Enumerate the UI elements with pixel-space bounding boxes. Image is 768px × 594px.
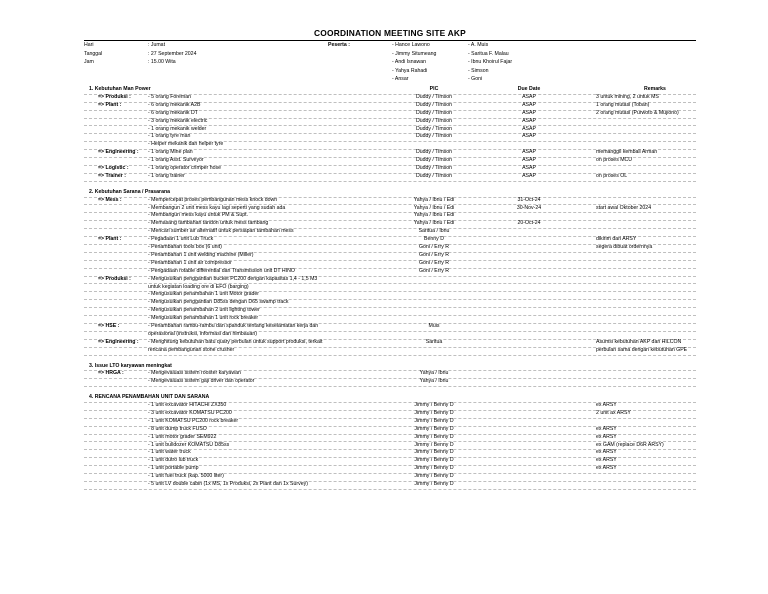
- item-text: - Penambahan tools box (6 unit): [148, 244, 222, 250]
- pic-cell: Saritua: [425, 338, 443, 345]
- pic-cell: Jimmy / Benny D: [414, 465, 454, 472]
- pic-cell: Duddy / Timson: [415, 149, 453, 156]
- remarks-cell: Remarks: [644, 86, 666, 92]
- due-date-cell: 31-Oct-24: [517, 196, 541, 203]
- hari-label: Hari: [84, 42, 94, 48]
- due-date-cell: ASAP: [522, 117, 536, 124]
- pic-cell: Duddy / Timson: [415, 109, 453, 116]
- item-text: - 5 orang Foreman: [148, 93, 191, 100]
- page-title: COORDINATION MEETING SITE AKP: [314, 28, 466, 38]
- item-text: - Mengevaluasi sistem gaji driver dan operator: [148, 378, 255, 385]
- remarks-cell: Asumsi kebutuhan AKP dan HILCON: [596, 338, 682, 345]
- item-text: - 1 unit water truck: [148, 449, 191, 456]
- remarks-cell: perbulan sama dengan kebutuhan GPE: [596, 346, 688, 353]
- pic-cell: Yahya / Ibnu / Edi: [413, 220, 455, 227]
- pic-cell: Benny D: [424, 236, 444, 243]
- due-date-cell: ASAP: [522, 125, 536, 132]
- peserta-item: - Ibnu Khoirul Fajar: [468, 59, 513, 66]
- remarks-cell: dikirim dari ARSY: [596, 236, 637, 243]
- tanggal-value: : 27 September 2024: [148, 50, 197, 57]
- due-date-cell: ASAP: [522, 133, 536, 140]
- due-date-cell: ASAP: [522, 157, 536, 164]
- remarks-cell: start awal Oktober 2024: [596, 204, 652, 211]
- pic-cell: Goni / Erry R: [419, 267, 449, 274]
- pic-cell: Jimmy / Benny D: [414, 449, 454, 456]
- item-text: - 1 unit fuel truck (kap. 5000 liter): [148, 473, 224, 480]
- table-row: [84, 481, 696, 490]
- item-text: - 1 unit excavator HITACHI ZX350: [148, 402, 227, 408]
- pic-cell: Yahya / Ibnu / Edi: [413, 196, 455, 203]
- peserta-item: - Goni: [468, 76, 483, 83]
- pic-cell: Yahya / Ibnu: [419, 370, 449, 377]
- pic-cell: Muis: [428, 323, 440, 329]
- item-text: - 1 orang trainer: [148, 172, 185, 179]
- pic-cell: Goni / Erry R: [419, 259, 449, 266]
- peserta-item: - Simson: [468, 67, 489, 74]
- item-text: - 6 orang mekanik A2B: [148, 101, 201, 108]
- peserta-item: - Ansar: [392, 76, 409, 83]
- item-text: - 1 orang tyre man: [148, 133, 191, 140]
- category-label: => HSE :: [98, 323, 120, 329]
- remarks-cell: 2 orang mutasi (Purwoto & Mujiono): [596, 109, 679, 116]
- pic-cell: Duddy / Timson: [415, 117, 453, 124]
- spacer-row: [84, 355, 696, 363]
- category-label: => Trainer :: [98, 172, 126, 179]
- jam-label: Jam: [84, 59, 94, 66]
- pic-cell: Duddy / Timson: [415, 133, 453, 140]
- category-label: => Plant :: [98, 236, 122, 243]
- peserta-item: - Saritua F. Malau: [468, 50, 509, 57]
- item-text: - Mencari sumber air alternatif untuk persiapan tambahan mess: [148, 228, 294, 235]
- item-text: - Pegadaan 1 unit Lub Truck: [148, 236, 214, 243]
- peserta-item: - Hance Lawono: [392, 42, 430, 48]
- pic-cell: Goni / Erry R: [419, 251, 449, 258]
- item-text: operasional (instruksi, informasi dan himbauan): [148, 330, 257, 337]
- item-text: - 6 orang mekanik DT: [148, 109, 198, 116]
- item-text: - Mempercepat proses pembangunan mess knock down: [148, 196, 278, 203]
- item-text: - Penambahan rambu-rambu dan spanduk tentang keselamatan kerja dan: [148, 323, 319, 329]
- section-title: 4. RENCANA PENAMBAHAN UNIT DAN SARANA: [89, 394, 210, 401]
- pic-cell: Jimmy / Benny D: [414, 402, 454, 408]
- peserta-item: - Yahya Rahadi: [392, 67, 428, 74]
- item-text: - 8 unit dump truck FUSO: [148, 425, 207, 432]
- pic-cell: Duddy / Timson: [415, 101, 453, 108]
- pic-cell: Saritua / Ibnu: [418, 228, 450, 235]
- spacer-row: [84, 181, 696, 189]
- due-date-cell: ASAP: [522, 172, 536, 179]
- item-text: - Membangun mess kayu untuk PM & Supt.: [148, 212, 249, 219]
- item-text: - 1 orang Mine plan: [148, 149, 193, 156]
- pic-cell: Goni / Erry R: [419, 244, 449, 250]
- pic-cell: Yahya / Ibnu / Edi: [413, 212, 455, 219]
- section-title: 3. Issue LTO karyawan meningkat: [89, 362, 172, 369]
- item-text: - Mengusulkan penambahan 1 unit rock breaker: [148, 315, 259, 322]
- category-label: => Produksi :: [98, 275, 131, 282]
- item-text: - Mengusulkan penggantian D85ss dengan D65 swamp track: [148, 299, 289, 306]
- pic-cell: Jimmy / Benny D: [414, 409, 454, 416]
- pic-cell: Jimmy / Benny D: [414, 473, 454, 480]
- item-text: - Helper mekanik dan helper tyre: [148, 141, 224, 148]
- item-text: - Mengusulkan penambahan 2 unit lighting tower: [148, 307, 260, 314]
- remarks-cell: segera dibuat ordernnya: [596, 244, 653, 250]
- due-date-cell: ASAP: [522, 165, 536, 171]
- item-text: - Mengusulkan penggantian bucket PC200 dengan kapasitas 1,4 - 1,5 M3: [148, 275, 318, 282]
- category-label: => HRGA :: [98, 370, 124, 377]
- pic-cell: PIC: [429, 86, 439, 92]
- remarks-cell: memanggil kembali Arman: [596, 149, 658, 156]
- remarks-cell: ex ARSY: [596, 449, 617, 456]
- item-text: - 1 orang operator crimper hose: [148, 165, 221, 171]
- item-text: - 1 unit portable pump: [148, 465, 199, 472]
- remarks-cell: ex ARSY: [596, 402, 617, 408]
- item-text: - Mengevaluasi sistem rooster karyawan: [148, 370, 241, 377]
- item-text: - Penambahan 1 unit air compressor: [148, 259, 232, 266]
- pic-cell: Duddy / Timson: [415, 157, 453, 164]
- remarks-cell: ex GAM (replace D6R ARSY): [596, 441, 664, 448]
- category-label: => Plant :: [98, 101, 122, 108]
- item-text: - 3 orang mekanik electric: [148, 117, 208, 124]
- pic-cell: Yahya / Ibnu: [419, 378, 449, 385]
- remarks-cell: ex ARSY: [596, 433, 617, 440]
- remarks-cell: on proses OL: [596, 172, 628, 179]
- peserta-item: - A. Muis: [468, 42, 489, 48]
- pic-cell: Jimmy / Benny D: [414, 441, 454, 448]
- hari-value: : Jumat: [148, 42, 166, 48]
- title-divider: [84, 40, 696, 41]
- peserta-item: - Andi Isnawan: [392, 59, 427, 66]
- item-text: - 1 orang mekanik welder: [148, 125, 207, 132]
- remarks-cell: ex ARSY: [596, 457, 617, 464]
- item-text: - 1 orang Asst. Surveyor: [148, 157, 204, 164]
- spacer-row: [84, 386, 696, 394]
- item-text: - Mengusulkan penambahan 1 unit Motor grader: [148, 291, 260, 298]
- item-text: - Pengadaan rotable differential dan Transmission unit DT HINO: [148, 267, 295, 274]
- pic-cell: Duddy / Timson: [415, 125, 453, 132]
- pic-cell: Duddy / Timson: [415, 93, 453, 100]
- pic-cell: Duddy / Timson: [415, 172, 453, 179]
- item-text: - 1 unit dutro lub truck: [148, 457, 199, 464]
- due-date-cell: 20-Oct-24: [517, 220, 541, 227]
- item-text: - 5 unit LV double cabin (1x MS, 1x Produksi, 2x Plant dan 1x Survey): [148, 481, 308, 487]
- item-text: - Memasang tambahan tandon untuk mess tambang: [148, 220, 269, 227]
- item-text: - 3 unit excavator KOMATSU PC200: [148, 409, 232, 416]
- section-title: 1. Kebutuhan Man Power: [89, 86, 151, 92]
- item-text: - 1 unit KOMATSU PC200 rock breaker: [148, 417, 239, 424]
- item-text: - 1 unit motor grader SEM922: [148, 433, 217, 440]
- due-date-cell: 30-Nov-24: [516, 204, 542, 211]
- item-text: - 1 unit bulldozer KOMATSU D85ss: [148, 441, 230, 448]
- jam-value: : 15.00 Wita: [148, 59, 176, 66]
- category-label: => Engineering :: [98, 338, 139, 345]
- item-text: - Menghitung kebutuhan batu quary perbulan untuk support produksi, terkait: [148, 338, 323, 345]
- category-label: => Produksi :: [98, 93, 131, 100]
- due-date-cell: ASAP: [522, 109, 536, 116]
- pic-cell: Jimmy / Benny D: [414, 481, 454, 487]
- category-label: => Mess :: [98, 196, 122, 203]
- remarks-cell: on proses MCU: [596, 157, 633, 164]
- category-label: => Logistic :: [98, 165, 129, 171]
- pic-cell: Jimmy / Benny D: [414, 433, 454, 440]
- remarks-cell: ex ARSY: [596, 465, 617, 472]
- remarks-cell: 2 unit ax ARSY: [596, 409, 631, 416]
- item-text: - Membangun 2 unit mess kayu lagi seperti yang sudah ada: [148, 204, 286, 211]
- pic-cell: Duddy / Timson: [415, 165, 453, 171]
- pic-cell: Jimmy / Benny D: [414, 457, 454, 464]
- item-text: untuk kegiatan loading ore di EFO (barging): [148, 283, 249, 290]
- pic-cell: Yahya / Ibnu / Edi: [413, 204, 455, 211]
- peserta-item: - Jimmy Situmeang: [392, 50, 437, 57]
- tanggal-label: Tanggal: [84, 50, 103, 57]
- due-date-cell: ASAP: [522, 149, 536, 156]
- peserta-label: Peserta :: [328, 42, 350, 48]
- section-title: 2. Kebutuhan Sarana / Prasarana: [89, 188, 171, 195]
- due-date-cell: Due Date: [517, 86, 541, 92]
- category-label: => Engineering :: [98, 149, 139, 156]
- remarks-cell: ex ARSY: [596, 425, 617, 432]
- due-date-cell: ASAP: [522, 93, 536, 100]
- due-date-cell: ASAP: [522, 101, 536, 108]
- item-text: rencana pembangunan stone crusher: [148, 346, 235, 353]
- pic-cell: Jimmy / Benny D: [414, 425, 454, 432]
- pic-cell: Jimmy / Benny D: [414, 417, 454, 424]
- remarks-cell: 3 untuk mining, 2 untuk MS: [596, 93, 659, 100]
- remarks-cell: 1 orang mutasi (Toban): [596, 101, 650, 108]
- item-text: - Penambahan 1 unit welding machine (Miller): [148, 251, 254, 258]
